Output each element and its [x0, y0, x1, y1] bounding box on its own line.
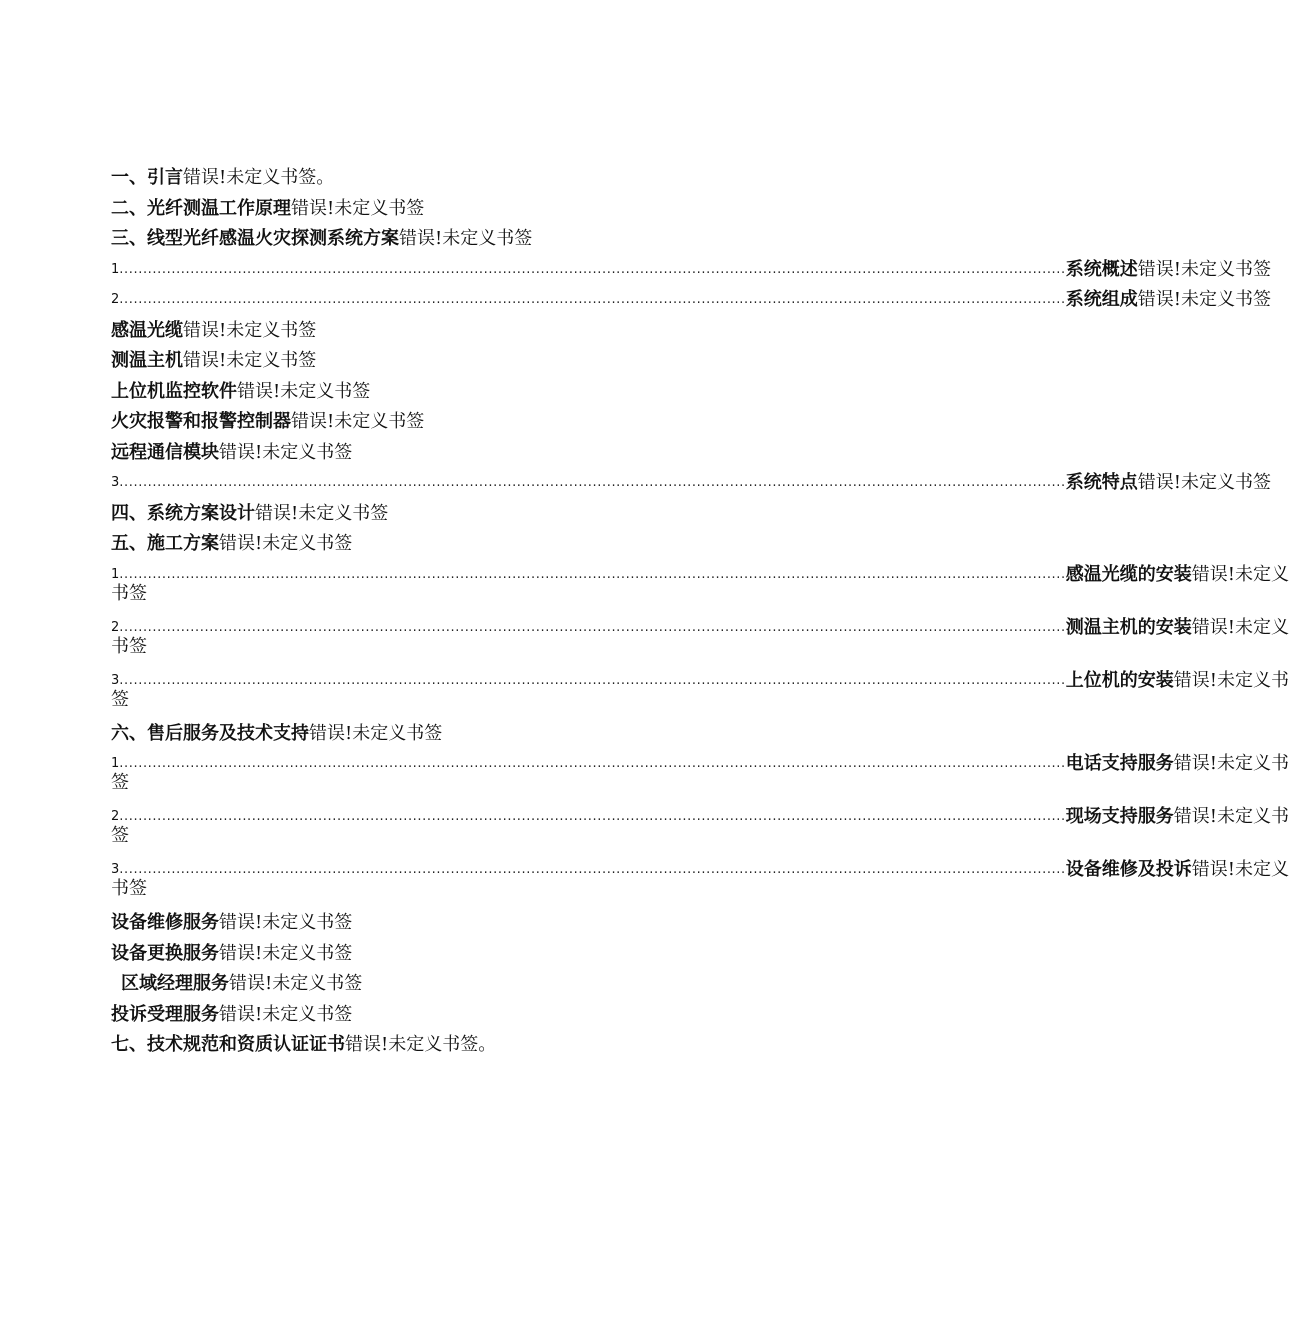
toc-error-text: 错误!未定义 [1191, 563, 1289, 585]
toc-entry[interactable] [111, 499, 842, 530]
toc-entry-title: 火灾报警和报警控制器 [111, 411, 291, 432]
toc-entry[interactable] [111, 719, 842, 750]
toc-entry-tail [1066, 255, 1271, 286]
toc-entry-title: 电话支持服务 [1065, 753, 1174, 774]
toc-error-text-continuation: 书签 [111, 878, 147, 899]
toc-entry[interactable] [111, 666, 1289, 696]
toc-dot-leader: ........................................................................................................................................................................................................ [119, 619, 1066, 635]
toc-error-text: 错误!未定义书签 [399, 228, 533, 249]
toc-entry-wrapped [111, 613, 1289, 666]
toc-dot-leader: ........................................................................................................................................................................................................ [119, 756, 1066, 771]
toc-entry-number: 3 [111, 672, 120, 688]
toc-entry-number: 1 [111, 756, 120, 771]
toc-entry[interactable] [111, 613, 1289, 643]
toc-error-text: 错误!未定义书签 [1137, 472, 1271, 493]
toc-error-text: 错误!未定义书 [1173, 753, 1289, 774]
toc-entry[interactable] [111, 163, 842, 194]
toc-entry-title: 测温主机的安装 [1065, 616, 1192, 638]
toc-entry-title: 七、技术规范和资质认证证书 [111, 1034, 345, 1055]
toc-entry-wrapped [111, 802, 1289, 855]
toc-entry-tail [1066, 613, 1289, 643]
toc-entry[interactable] [111, 969, 842, 1000]
toc-entry-title: 上位机的安装 [1065, 669, 1174, 691]
toc-entry[interactable] [111, 939, 842, 970]
toc-error-text: 错误!未定义书签 [183, 319, 317, 341]
toc-entry[interactable] [111, 1030, 842, 1061]
toc-error-text: 错误!未定义书签 [291, 411, 425, 432]
toc-entry-title: 三、线型光纤感温火灾探测系统方案 [111, 228, 399, 249]
toc-error-text: 错误!未定义书签 [219, 441, 353, 463]
toc-entry[interactable] [111, 255, 1271, 286]
toc-dot-leader: ........................................................................................................................................................................................................ [119, 809, 1066, 824]
toc-entry-number: 2 [111, 619, 120, 635]
toc-entry-title: 设备维修服务 [111, 912, 219, 933]
toc-dot-leader: ........................................................................................................................................................................................................ [119, 475, 1066, 490]
toc-dot-leader: ........................................................................................................................................................................................................ [119, 672, 1066, 688]
toc-entry-tail [1066, 285, 1271, 316]
toc-entry-title: 投诉受理服务 [111, 1003, 219, 1025]
toc-entry-title: 感温光缆的安装 [1065, 563, 1192, 585]
toc-entry-title: 六、售后服务及技术支持 [111, 722, 309, 744]
toc-error-text: 错误!未定义书签 [237, 380, 371, 402]
toc-entry-title: 系统特点 [1065, 472, 1138, 493]
toc-entry-title: 四、系统方案设计 [111, 502, 255, 524]
toc-entry-number: 2 [111, 292, 120, 307]
toc-entry-number: 2 [111, 809, 120, 824]
toc-entry[interactable] [111, 855, 1289, 885]
toc-entry[interactable] [111, 1000, 842, 1031]
toc-error-text: 错误!未定义书签 [219, 942, 353, 964]
toc-entry-title: 五、施工方案 [111, 533, 219, 554]
toc-entry[interactable] [111, 560, 1289, 590]
toc-dot-leader: ........................................................................................................................................................................................................ [119, 261, 1066, 277]
toc-entry-tail [1066, 468, 1271, 499]
toc-error-text: 错误!未定义书签。 [345, 1034, 497, 1055]
toc-error-text-continuation: 书签 [111, 635, 147, 657]
toc-entry[interactable] [111, 377, 842, 408]
toc-dot-leader: ........................................................................................................................................................................................................ [119, 292, 1066, 307]
toc-error-text: 错误!未定义书签 [219, 912, 353, 933]
toc-error-text: 错误!未定义书签 [219, 1003, 353, 1025]
toc-error-text: 错误!未定义书签 [183, 350, 317, 371]
toc-error-text: 错误!未定义书签 [255, 502, 389, 524]
toc-entry-wrapped [111, 855, 1289, 908]
toc-error-text: 错误!未定义书 [1173, 669, 1289, 691]
toc-error-text: 错误!未定义书签 [229, 973, 363, 994]
toc-dot-leader: ........................................................................................................................................................................................................ [119, 862, 1066, 877]
toc-entry[interactable] [111, 316, 842, 347]
toc-error-text: 错误!未定义书 [1173, 806, 1289, 827]
toc-error-text-continuation: 签 [111, 825, 129, 846]
toc-entry-wrapped [111, 560, 1289, 613]
toc-entry[interactable] [111, 194, 842, 225]
toc-entry-title: 二、光纤测温工作原理 [111, 197, 291, 219]
toc-error-text: 错误!未定义书签 [291, 197, 425, 219]
toc-entry[interactable] [111, 438, 842, 469]
toc-entry-title: 测温主机 [111, 350, 183, 371]
toc-error-text-continuation: 签 [111, 688, 129, 710]
toc-error-text: 错误!未定义书签 [219, 533, 353, 554]
toc-entry-wrapped [111, 666, 1289, 719]
toc-entry[interactable] [111, 802, 1289, 832]
toc-error-text: 错误!未定义书签 [309, 722, 443, 744]
toc-entry-number: 3 [111, 475, 120, 490]
toc-entry-title: 感温光缆 [111, 319, 183, 341]
toc-entry-title: 设备维修及投诉 [1065, 859, 1192, 880]
toc-entry-title: 设备更换服务 [111, 942, 219, 964]
toc-entry-number: 1 [111, 566, 120, 582]
toc-entry-tail [1066, 855, 1289, 885]
toc-entry-title: 系统概述 [1065, 258, 1138, 280]
toc-error-text-continuation: 书签 [111, 582, 147, 604]
toc-error-text: 错误!未定义书签 [1137, 289, 1271, 310]
toc-entry-wrapped [111, 749, 1289, 802]
toc-entry[interactable] [111, 224, 842, 255]
toc-entry[interactable] [111, 749, 1289, 779]
toc-error-text: 错误!未定义书签 [1137, 258, 1271, 280]
toc-entry-title: 系统组成 [1065, 289, 1138, 310]
toc-error-text: 错误!未定义书签。 [183, 167, 335, 188]
toc-entry-number: 1 [111, 261, 120, 277]
toc-entry-title: 上位机监控软件 [111, 380, 237, 402]
toc-entry-tail [1066, 749, 1289, 779]
toc-entry-title: 一、引言 [111, 167, 183, 188]
toc-entry[interactable] [111, 908, 842, 939]
toc-entry[interactable] [111, 407, 842, 438]
toc-dot-leader: ........................................................................................................................................................................................................ [119, 566, 1066, 582]
toc-entry-title: 现场支持服务 [1065, 806, 1174, 827]
toc-error-text-continuation: 签 [111, 772, 129, 793]
toc-entry-number: 3 [111, 862, 120, 877]
toc-entry[interactable] [111, 529, 842, 560]
toc-entry[interactable] [111, 285, 1271, 316]
toc-error-text: 错误!未定义 [1191, 616, 1289, 638]
toc-entry-tail [1066, 560, 1289, 590]
toc-entry-tail [1066, 666, 1289, 696]
toc-entry-title: 区域经理服务 [121, 973, 229, 994]
toc-entry-tail [1066, 802, 1289, 832]
toc-entry[interactable] [111, 468, 1271, 499]
toc-entry-title: 远程通信模块 [111, 441, 219, 463]
table-of-contents [111, 163, 1289, 1061]
toc-entry[interactable] [111, 346, 842, 377]
toc-error-text: 错误!未定义 [1191, 859, 1289, 880]
